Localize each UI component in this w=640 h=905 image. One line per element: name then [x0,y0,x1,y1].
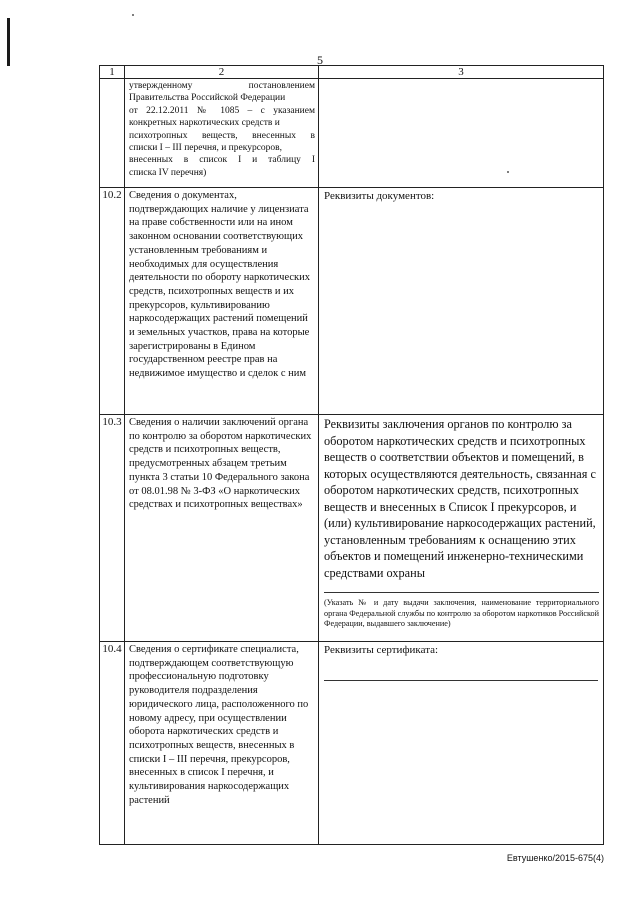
row-description: Сведения о документах, подтверждающих наличие у лицензиата на праве собственности или на ином законном основании соответствующих установленным требованиям и необходимых для осуществления деятельности по обороту наркотических средств, психотропных веществ и их прекурсоров, культивированию наркосодержащих растений помещений и земельных участков, права на которые зарегистрированы в Едином государственном реестре прав на недвижимое имущество и сделок с ним [125,188,319,415]
description-line: внесенных в список I и таблицу I [129,155,315,166]
table-row-10-3 [100,415,604,642]
details-cell [319,642,604,845]
application-table [99,65,604,845]
table-row-continuation [100,79,604,188]
scan-speck [132,14,134,16]
row-description: Сведения о наличии заключений органа по контролю за оборотом наркотических средств и психотропных веществ, предусмотренных абзацем третьим пункта 3 статьи 10 Федерального закона от 08.01.98 № 3-ФЗ «О наркотических средствах и психотропных веществах» [125,415,319,642]
fill-in-line [324,680,598,681]
row-description: Сведения о сертификате специалиста, подтверждающем соответствующую профессиональную подготовку руководителя подразделения юридического лица, расположенного по новому адресу, при осуществлении оборота наркотических средств и психотропных веществ, внесенных в списки I – III перечня, прекурсоров, внесенных в список I перечня, и культивирования наркосодержащих растений [125,642,319,845]
column-header: 3 [319,66,604,79]
description-line: Правительства Российской Федерации [129,93,286,104]
row-number: 10.4 [100,642,125,845]
table-row-10-4 [100,642,604,845]
details-label: Реквизиты сертификата: [324,644,439,656]
details-label: Реквизиты документов: [324,190,435,202]
row-number: 10.2 [100,188,125,415]
document-footer-code: Евтушенко/2015-675(4) [506,853,604,863]
column-header: 2 [125,66,319,79]
details-cell [319,79,604,188]
table-row-10-2 [100,188,604,415]
description-line: психотропных веществ, внесенных в [129,130,315,141]
column-header-row [100,66,604,79]
description-line: конкретных наркотических средств и [129,118,280,129]
description-line: списки I – III перечня, и прекурсоров, [129,143,283,154]
description-cell [125,79,319,188]
row-number-cell [100,79,125,188]
details-cell [319,188,604,415]
details-text: Реквизиты заключения органов по контролю за оборотом наркотических средств и психотропных веществ о соответствии объектов и помещений, в которых осуществляются деятельность, связанная с оборотом наркотических средств, психотропных веществ и внесенных в Список I прекурсоров, и (или) культивирование наркосодержащих растений, установленным требованиям к оснащению этих объектов и помещений инженерно-техническими средствами охраны [324,417,596,580]
description-line: утвержденному постановлением [129,81,315,91]
page-number: 5 [317,53,323,67]
details-cell [319,415,604,642]
details-note: (Указать № и дату выдачи заключения, наименование территориального органа Федеральной службы по контролю за оборотом наркотиков Российской Федерации, выдавшего заключение) [324,592,599,630]
description-line: списка IV перечня) [129,167,207,178]
row-number: 10.3 [100,415,125,642]
description-line: от 22.12.2011 № 1085 – с указанием [129,105,315,116]
column-header: 1 [100,66,125,79]
